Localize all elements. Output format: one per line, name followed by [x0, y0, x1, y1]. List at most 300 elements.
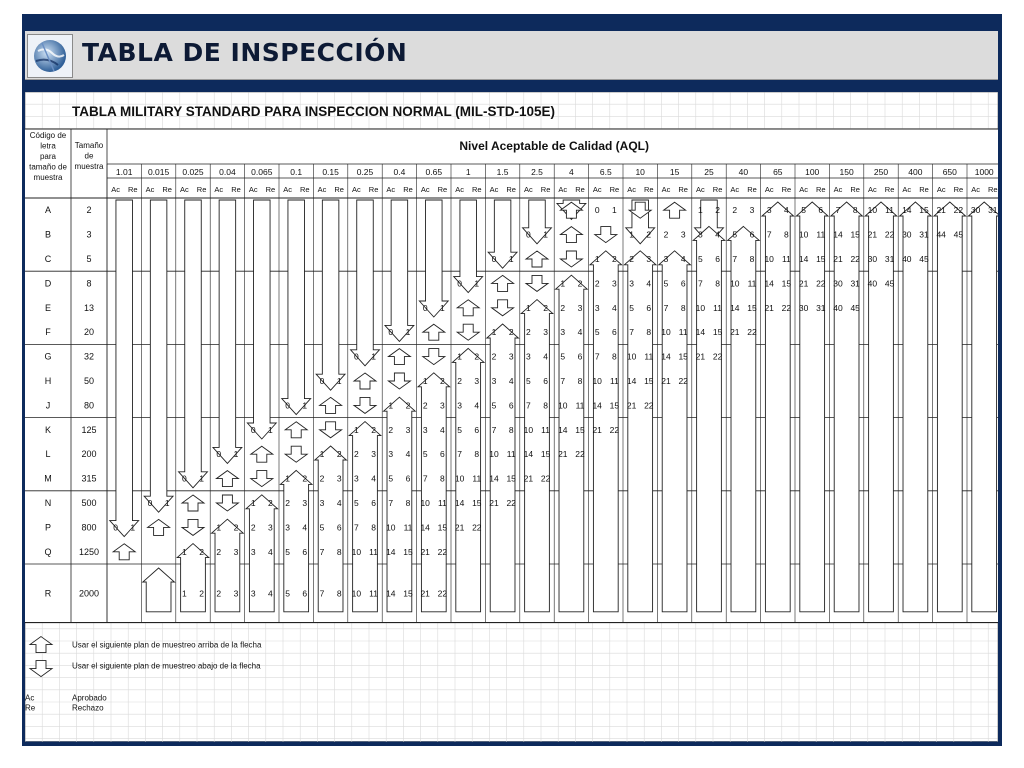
cell-ac-value: 14	[523, 449, 534, 460]
aql-level-label: 0.15	[322, 167, 339, 177]
cell-ac-value: 7	[835, 205, 841, 216]
cell-ac-value: 7	[560, 376, 566, 386]
cell-ac-value: 14	[695, 327, 706, 338]
cell-re-value: 31	[816, 302, 826, 313]
cell-re-value: 22	[575, 449, 585, 460]
cell-re-value: 22	[781, 302, 792, 313]
cell-re-value: 15	[506, 473, 516, 484]
cell-ac-value: 30	[798, 302, 809, 313]
cell-re-value: 2	[474, 351, 480, 362]
ac-header: Ac	[455, 185, 464, 194]
cell-re-value: 15	[609, 400, 620, 411]
cell-ac-value: 3	[766, 205, 772, 216]
cell-ac-value: 3	[285, 522, 290, 533]
row-code: N	[44, 498, 52, 508]
cell-re-value: 22	[609, 424, 620, 435]
cell-ac-value: 1	[629, 229, 634, 240]
cell-re-value: 2	[302, 473, 308, 484]
row-size: 315	[81, 473, 97, 484]
cell-re-value: 3	[577, 302, 583, 313]
cell-ac-value: 7	[629, 327, 634, 338]
cell-ac-value: 21	[833, 254, 843, 264]
row-code: P	[44, 522, 52, 533]
cell-ac-value: 7	[594, 351, 600, 362]
aql-level-label: 0.1	[290, 167, 303, 177]
cell-re-value: 2	[233, 522, 239, 533]
cell-ac-value: 0	[422, 302, 428, 313]
cell-ac-value: 10	[351, 546, 362, 557]
cell-ac-value: 3	[319, 498, 325, 508]
re-header: Re	[231, 185, 241, 194]
cell-ac-value: 3	[629, 278, 634, 289]
cell-ac-value: 1	[354, 424, 359, 435]
cell-ac-value: 7	[457, 449, 462, 460]
cell-ac-value: 0	[354, 351, 359, 362]
cell-re-value: 11	[609, 376, 619, 386]
cell-ac-value: 10	[695, 302, 706, 313]
row-code: H	[44, 376, 52, 386]
ac-header: Ac	[868, 185, 877, 194]
aql-level-label: 0.025	[182, 167, 204, 177]
cell-ac-value: 7	[732, 254, 738, 264]
row-size: 32	[83, 351, 95, 362]
cell-re-value: 6	[508, 400, 514, 411]
cell-re-value: 4	[508, 376, 514, 386]
cell-re-value: 11	[781, 254, 791, 264]
cell-ac-value: 14	[730, 302, 740, 313]
cell-re-value: 8	[405, 498, 411, 508]
cell-ac-value: 0	[285, 400, 290, 411]
re-header: Re	[747, 185, 757, 194]
cell-re-value: 6	[302, 546, 308, 557]
cell-ac-value: 14	[386, 588, 396, 599]
cell-ac-value: 30	[833, 278, 843, 289]
cell-ac-value: 2	[526, 327, 531, 338]
cell-re-value: 2	[440, 376, 445, 386]
cell-re-value: 3	[646, 254, 652, 264]
cell-re-value: 22	[437, 546, 448, 557]
cell-ac-value: 0	[147, 498, 153, 508]
size-header-line: de	[84, 151, 94, 161]
cell-re-value: 6	[474, 424, 480, 435]
re-header: Re	[265, 185, 276, 194]
cell-re-value: 11	[678, 327, 688, 338]
cell-re-value: 2	[199, 546, 204, 557]
cell-ac-value: 30	[902, 229, 912, 240]
aql-level-label: 250	[873, 167, 889, 177]
cell-re-value: 45	[953, 229, 964, 240]
cell-re-value: 22	[850, 254, 860, 264]
re-header: Re	[196, 185, 207, 194]
cell-ac-value: 3	[250, 588, 256, 599]
cell-ac-value: 14	[386, 546, 396, 557]
cell-re-value: 22	[472, 522, 482, 533]
cell-re-value: 22	[678, 376, 688, 386]
row-code: Q	[44, 546, 52, 557]
cell-ac-value: 7	[491, 424, 497, 435]
cell-ac-value: 0	[216, 449, 222, 460]
row-code: D	[44, 278, 52, 289]
re-header: Re	[850, 185, 860, 194]
cell-re-value: 6	[646, 302, 652, 313]
cell-re-value: 4	[680, 254, 686, 264]
globe-logo-icon	[27, 34, 73, 78]
re-header: Re	[540, 185, 551, 194]
re-header: Re	[506, 185, 516, 194]
re-header: Re	[403, 185, 413, 194]
cell-ac-value: 5	[388, 473, 394, 484]
cell-ac-value: 10	[523, 424, 534, 435]
table-title: TABLA MILITARY STANDARD PARA INSPECCION NORMAL (MIL-STD-105E)	[72, 104, 555, 119]
cell-ac-value: 0	[457, 278, 462, 289]
up-arrow	[556, 275, 588, 612]
re-header: Re	[575, 185, 585, 194]
ac-header: Ac	[592, 185, 602, 194]
cell-re-value: 6	[715, 254, 720, 264]
cell-ac-value: 7	[526, 400, 531, 411]
legend-up-arrow-icon	[30, 637, 52, 653]
cell-ac-value: 5	[801, 205, 806, 216]
row-code: E	[44, 302, 52, 313]
cell-ac-value: 2	[491, 351, 497, 362]
cell-ac-value: 0	[594, 205, 600, 216]
ac-header: Ac	[764, 185, 774, 194]
aql-level-label: 1.01	[115, 167, 133, 177]
cell-ac-value: 5	[594, 327, 600, 338]
re-header: Re	[162, 185, 172, 194]
aql-level-label: 1.5	[496, 167, 509, 177]
cell-ac-value: 14	[661, 351, 671, 362]
cell-ac-value: 10	[592, 376, 602, 386]
title-band	[25, 80, 998, 92]
cell-ac-value: 21	[489, 498, 499, 508]
cell-ac-value: 5	[629, 302, 634, 313]
cell-re-value: 11	[369, 546, 379, 557]
re-header: Re	[781, 185, 792, 194]
cell-ac-value: 40	[833, 302, 843, 313]
cell-ac-value: 1	[526, 302, 531, 313]
legend-ac-text: Aprobado	[72, 693, 107, 703]
cell-ac-value: 1	[422, 376, 428, 386]
cell-ac-value: 5	[698, 254, 703, 264]
cell-re-value: 3	[612, 278, 617, 289]
cell-ac-value: 3	[388, 449, 394, 460]
aql-level-label: 65	[773, 167, 783, 177]
cell-re-value: 6	[680, 278, 686, 289]
cell-re-value: 3	[233, 588, 239, 599]
ac-header: Ac	[661, 185, 671, 194]
cell-re-value: 4	[715, 229, 720, 240]
cell-ac-value: 3	[457, 400, 462, 411]
cell-ac-value: 21	[523, 473, 534, 484]
cell-re-value: 2	[715, 205, 720, 216]
cell-ac-value: 1	[319, 449, 325, 460]
cell-re-value: 22	[712, 351, 723, 362]
cell-ac-value: 2	[457, 376, 462, 386]
cell-re-value: 3	[371, 449, 376, 460]
cell-ac-value: 10	[558, 400, 568, 411]
aql-level-label: 25	[704, 167, 714, 177]
cell-ac-value: 21	[798, 278, 809, 289]
cell-re-value: 1	[268, 424, 273, 435]
cell-re-value: 15	[919, 205, 929, 216]
legend-re-text: Rechazo	[72, 703, 104, 713]
cell-ac-value: 2	[663, 229, 669, 240]
legend-down-text: Usar el siguiente plan de muestreo abajo de la flecha	[72, 661, 261, 671]
cell-re-value: 45	[919, 254, 929, 264]
cell-ac-value: 10	[867, 205, 878, 216]
cell-re-value: 1	[474, 278, 480, 289]
cell-re-value: 4	[474, 400, 480, 411]
aql-level-label: 400	[908, 167, 923, 177]
ac-header: Ac	[833, 185, 843, 194]
cell-ac-value: 7	[319, 588, 325, 599]
cell-ac-value: 5	[491, 400, 497, 411]
cell-re-value: 4	[371, 473, 376, 484]
cell-re-value: 8	[852, 205, 858, 216]
aql-level-label: 0.4	[393, 167, 406, 177]
cell-ac-value: 21	[592, 424, 602, 435]
ac-header: Ac	[145, 185, 155, 194]
cell-re-value: 3	[508, 351, 514, 362]
cell-ac-value: 5	[319, 522, 325, 533]
aql-level-label: 6.5	[599, 167, 612, 177]
cell-ac-value: 1	[698, 205, 703, 216]
cell-re-value: 11	[885, 205, 895, 216]
row-code: A	[44, 205, 52, 216]
cell-re-value: 3	[268, 522, 273, 533]
cell-ac-value: 2	[216, 546, 222, 557]
cell-re-value: 15	[575, 424, 585, 435]
cell-re-value: 6	[818, 205, 824, 216]
cell-ac-value: 7	[698, 278, 703, 289]
aql-level-label: 40	[738, 167, 749, 177]
row-size: 2000	[78, 588, 100, 599]
size-header-line: Tamaño	[74, 141, 104, 150]
re-header: Re	[128, 185, 138, 194]
cell-ac-value: 3	[698, 229, 703, 240]
re-header: Re	[884, 185, 895, 194]
cell-re-value: 22	[540, 473, 551, 484]
aql-level-label: 1000	[974, 167, 994, 177]
row-size: 80	[83, 400, 95, 411]
cell-re-value: 15	[437, 522, 448, 533]
row-size: 800	[81, 522, 97, 533]
aql-level-label: 10	[635, 167, 645, 177]
cell-ac-value: 3	[594, 302, 600, 313]
cell-re-value: 45	[850, 302, 860, 313]
cell-ac-value: 0	[182, 473, 187, 484]
cell-re-value: 4	[612, 302, 617, 313]
cell-re-value: 4	[577, 327, 583, 338]
cell-ac-value: 14	[833, 229, 843, 240]
cell-ac-value: 0	[113, 522, 118, 533]
cell-ac-value: 21	[695, 351, 706, 362]
code-header-line: tamaño de	[29, 162, 67, 172]
cell-re-value: 15	[712, 327, 723, 338]
cell-ac-value: 10	[661, 327, 671, 338]
ac-header: Ac	[627, 185, 636, 194]
cell-ac-value: 1	[491, 327, 497, 338]
cell-re-value: 1	[405, 327, 411, 338]
cell-ac-value: 40	[867, 278, 878, 289]
row-code: K	[44, 424, 52, 435]
cell-ac-value: 14	[764, 278, 774, 289]
aql-level-label: 2.5	[531, 167, 543, 177]
cell-ac-value: 1	[182, 588, 187, 599]
cell-re-value: 2	[508, 327, 514, 338]
re-header: Re	[678, 185, 688, 194]
cell-re-value: 8	[784, 229, 789, 240]
legend-re-abbr: Re	[25, 703, 36, 713]
re-header: Re	[334, 185, 344, 194]
cell-ac-value: 2	[732, 205, 738, 216]
cell-re-value: 22	[884, 229, 895, 240]
row-code: G	[44, 351, 52, 362]
cell-re-value: 6	[302, 588, 308, 599]
re-header: Re	[437, 185, 448, 194]
aql-level-label: 1	[465, 167, 471, 177]
code-header-line: Código de	[29, 131, 67, 140]
cell-ac-value: 5	[732, 229, 738, 240]
up-arrow	[968, 202, 998, 612]
row-size: 500	[81, 498, 97, 508]
up-arrow	[487, 324, 519, 612]
cell-re-value: 11	[369, 588, 379, 599]
cell-ac-value: 14	[558, 424, 568, 435]
inspection-table	[25, 92, 998, 742]
cell-re-value: 4	[405, 449, 411, 460]
cell-ac-value: 21	[730, 327, 740, 338]
cell-re-value: 8	[749, 254, 755, 264]
cell-ac-value: 14	[902, 205, 912, 216]
cell-ac-value: 40	[902, 254, 912, 264]
cell-re-value: 1	[508, 254, 514, 264]
re-header: Re	[953, 185, 964, 194]
cell-re-value: 31	[919, 229, 929, 240]
ac-header: Ac	[524, 185, 533, 194]
cell-ac-value: 3	[663, 254, 669, 264]
cell-ac-value: 0	[526, 229, 531, 240]
aql-level-label: 15	[669, 167, 680, 177]
cell-ac-value: 21	[867, 229, 878, 240]
cell-ac-value: 5	[422, 449, 428, 460]
up-arrow	[934, 202, 966, 612]
cell-ac-value: 2	[422, 400, 428, 411]
ac-header: Ac	[386, 185, 396, 194]
cell-ac-value: 0	[250, 424, 256, 435]
cell-re-value: 4	[646, 278, 652, 289]
cell-re-value: 31	[988, 205, 998, 216]
row-size: 3	[86, 229, 92, 240]
cell-ac-value: 30	[867, 254, 878, 264]
cell-re-value: 8	[715, 278, 720, 289]
row-code: J	[45, 400, 51, 411]
cell-ac-value: 2	[629, 254, 634, 264]
cell-ac-value: 7	[663, 302, 669, 313]
cell-re-value: 8	[680, 302, 686, 313]
ac-header: Ac	[799, 185, 808, 194]
cell-re-value: 15	[678, 351, 688, 362]
aql-level-label: 0.04	[219, 167, 236, 177]
aql-header: Nivel Aceptable de Calidad (AQL)	[459, 139, 649, 153]
cell-ac-value: 14	[626, 376, 637, 386]
row-size: 5	[86, 254, 92, 264]
cell-re-value: 2	[199, 588, 204, 599]
cell-re-value: 3	[474, 376, 480, 386]
cell-re-value: 11	[747, 278, 757, 289]
cell-ac-value: 30	[970, 205, 981, 216]
cell-ac-value: 14	[592, 400, 602, 411]
cell-ac-value: 14	[420, 522, 430, 533]
cell-re-value: 2	[371, 424, 376, 435]
aql-level-label: 0.25	[356, 167, 374, 177]
cell-re-value: 4	[440, 424, 445, 435]
cell-ac-value: 1	[216, 522, 222, 533]
ac-header: Ac	[352, 185, 361, 194]
cell-ac-value: 0	[491, 254, 497, 264]
cell-ac-value: 0	[388, 327, 394, 338]
cell-re-value: 8	[336, 588, 342, 599]
cell-re-value: 11	[816, 229, 826, 240]
cell-re-value: 15	[816, 254, 826, 264]
re-header: Re	[300, 185, 310, 194]
cell-ac-value: 44	[936, 229, 946, 240]
cell-re-value: 15	[403, 588, 413, 599]
cell-ac-value: 1	[388, 400, 394, 411]
cell-re-value: 1	[164, 498, 170, 508]
cell-ac-value: 14	[798, 254, 809, 264]
ac-header: Ac	[558, 185, 568, 194]
cell-ac-value: 2	[250, 522, 256, 533]
cell-re-value: 3	[440, 400, 445, 411]
re-header: Re	[988, 185, 998, 194]
cell-re-value: 11	[644, 351, 654, 362]
cell-ac-value: 21	[661, 376, 671, 386]
row-code: R	[44, 588, 52, 599]
cell-ac-value: 3	[250, 546, 256, 557]
size-header-line: muestra	[74, 162, 104, 171]
cell-ac-value: 10	[386, 522, 396, 533]
cell-re-value: 22	[816, 278, 826, 289]
cell-re-value: 15	[781, 278, 792, 289]
cell-re-value: 2	[336, 449, 342, 460]
ac-header: Ac	[180, 185, 189, 194]
cell-re-value: 22	[747, 327, 757, 338]
cell-ac-value: 14	[489, 473, 499, 484]
cell-re-value: 4	[268, 546, 273, 557]
row-size: 1250	[78, 546, 100, 557]
cell-re-value: 3	[336, 473, 342, 484]
ac-header: Ac	[696, 185, 705, 194]
cell-ac-value: 2	[388, 424, 394, 435]
ac-header: Ac	[420, 185, 430, 194]
cell-ac-value: 2	[594, 278, 600, 289]
cell-ac-value: 5	[663, 278, 669, 289]
cell-re-value: 22	[506, 498, 516, 508]
aql-level-label: 100	[805, 167, 820, 177]
cell-ac-value: 5	[457, 424, 462, 435]
cell-re-value: 8	[646, 327, 652, 338]
cell-ac-value: 3	[526, 351, 531, 362]
cell-re-value: 3	[302, 498, 308, 508]
row-code: B	[44, 229, 52, 240]
cell-ac-value: 10	[351, 588, 362, 599]
cell-re-value: 2	[646, 229, 652, 240]
row-size: 2	[86, 205, 92, 216]
legend-ac-abbr: Ac	[25, 693, 35, 703]
cell-re-value: 15	[540, 449, 551, 460]
